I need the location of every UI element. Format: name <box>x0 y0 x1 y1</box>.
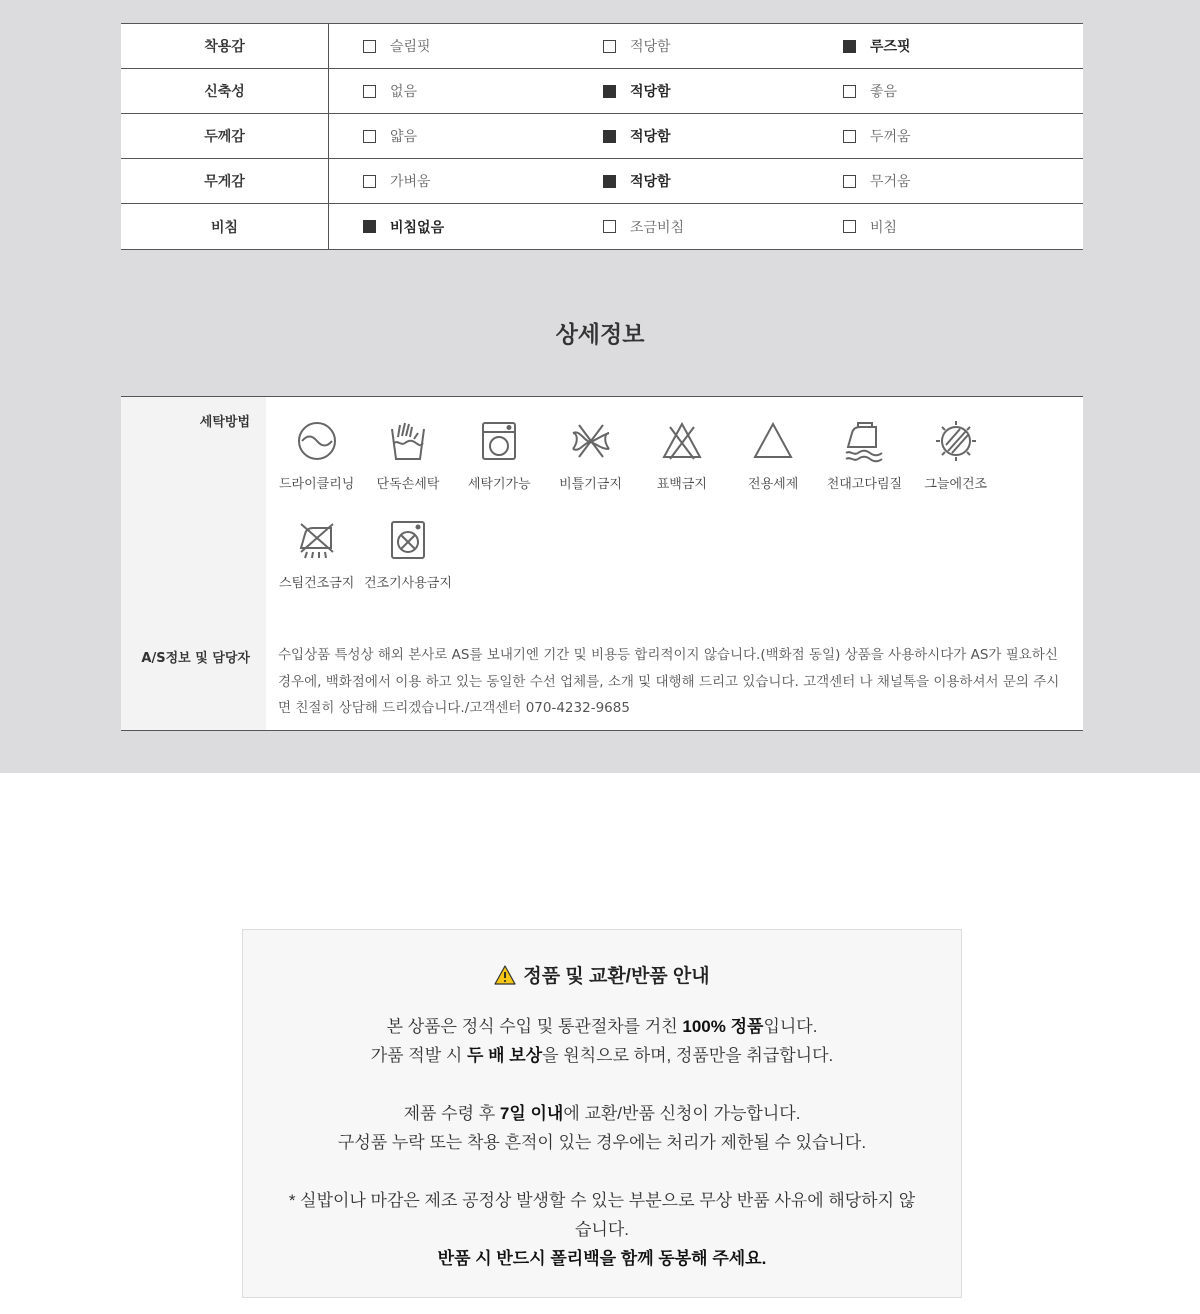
no-bleach-icon <box>660 419 704 463</box>
iron-cloth-icon <box>842 419 886 463</box>
attribute-options <box>329 24 1083 68</box>
attribute-option <box>363 217 603 237</box>
attribute-option <box>363 171 603 191</box>
wash-item-hand-wash <box>362 419 453 518</box>
checked-box-icon <box>363 220 376 233</box>
notice-line: 반품 시 반드시 폴리백을 함께 동봉해 주세요. <box>437 1249 767 1268</box>
attribute-option <box>843 171 1083 191</box>
as-info-label: A/S정보 및 담당자 <box>141 651 250 666</box>
unchecked-box-icon <box>363 175 376 188</box>
attribute-row <box>121 69 1083 114</box>
wash-label: 단독손세탁 <box>376 477 440 492</box>
option-text: 적당함 <box>630 39 671 55</box>
warning-icon <box>494 965 516 985</box>
attribute-option <box>363 81 603 101</box>
no-wring-icon <box>569 419 613 463</box>
notice-line: 본 상품은 정식 수입 및 통관절차를 거친 100% 정품입니다. <box>386 1017 818 1036</box>
attribute-option <box>843 36 1083 56</box>
fit-attribute-table <box>121 23 1083 250</box>
option-text: 적당함 <box>630 129 671 145</box>
unchecked-box-icon <box>603 40 616 53</box>
wash-item-no-steam <box>271 518 362 617</box>
wash-label: 세탁기가능 <box>467 477 531 492</box>
attribute-option <box>363 36 603 56</box>
attribute-row <box>121 24 1083 69</box>
wash-label: 드라이클리닝 <box>278 477 355 492</box>
wash-label: 표백금지 <box>656 477 707 492</box>
bleach-triangle-icon <box>751 419 795 463</box>
attribute-label: 두께감 <box>121 114 329 158</box>
option-text: 없음 <box>390 84 418 100</box>
notice-heading <box>243 961 961 988</box>
unchecked-box-icon <box>363 40 376 53</box>
attribute-row <box>121 204 1083 250</box>
attribute-row <box>121 114 1083 159</box>
unchecked-box-icon <box>603 220 616 233</box>
attribute-option <box>603 81 843 101</box>
attribute-option <box>363 126 603 146</box>
hand-wash-icon <box>386 419 430 463</box>
notice-line: * 실밥이나 마감은 제조 공정상 발생할 수 있는 부분으로 무상 반품 사유에 해당하지 않습니다. <box>288 1191 916 1239</box>
option-text: 좋음 <box>870 84 898 100</box>
wash-label: 스팀건조금지 <box>278 576 355 591</box>
attribute-option <box>843 217 1083 237</box>
option-text: 비침없음 <box>390 219 445 236</box>
notice-line: 구성품 누락 또는 착용 흔적이 있는 경우에는 처리가 제한될 수 있습니다. <box>337 1133 867 1152</box>
wash-label: 건조기사용금지 <box>363 576 452 591</box>
checked-box-icon <box>603 175 616 188</box>
option-text: 가벼움 <box>390 174 431 190</box>
unchecked-box-icon <box>843 175 856 188</box>
option-text: 무거움 <box>870 174 911 190</box>
dry-cleaning-icon <box>295 419 339 463</box>
wash-label: 천대고다림질 <box>826 477 903 492</box>
option-text: 적당함 <box>630 174 671 190</box>
attribute-options <box>329 159 1083 203</box>
wash-method-label: 세탁방법 <box>199 415 250 430</box>
attribute-options <box>329 204 1083 249</box>
notice-line: 가품 적발 시 두 배 보상을 원칙으로 하며, 정품만을 취급합니다. <box>370 1046 834 1065</box>
option-text: 슬림핏 <box>390 39 431 55</box>
no-tumble-dry-icon <box>386 518 430 562</box>
option-text: 적당함 <box>630 84 671 100</box>
attribute-option <box>603 36 843 56</box>
detail-info-box <box>121 396 1083 731</box>
option-text: 얇음 <box>390 129 418 145</box>
attribute-label: 비침 <box>121 204 329 249</box>
option-text: 조금비침 <box>630 219 685 236</box>
washing-machine-icon <box>477 419 521 463</box>
detail-title: 상세정보 <box>555 322 645 348</box>
shade-dry-icon <box>934 419 978 463</box>
wash-item-dry-cleaning <box>271 419 362 518</box>
detail-label-column <box>121 397 266 730</box>
wash-item-shade-dry <box>910 419 1001 518</box>
unchecked-box-icon <box>363 85 376 98</box>
unchecked-box-icon <box>843 130 856 143</box>
wash-label: 비틀기금지 <box>559 477 622 492</box>
unchecked-box-icon <box>363 130 376 143</box>
attribute-options <box>329 69 1083 113</box>
checked-box-icon <box>843 40 856 53</box>
attribute-option <box>843 126 1083 146</box>
wash-item-washing-machine <box>454 419 545 518</box>
option-text: 두꺼움 <box>870 129 911 145</box>
wash-icon-list <box>271 419 1091 617</box>
notice-line: 제품 수령 후 7일 이내에 교환/반품 신청이 가능합니다. <box>403 1104 801 1123</box>
wash-item-no-wring <box>545 419 636 518</box>
wash-item-no-tumble-dry <box>362 518 453 617</box>
attribute-options <box>329 114 1083 158</box>
wash-item-iron-cloth <box>819 419 910 518</box>
attribute-label: 무게감 <box>121 159 329 203</box>
attribute-option <box>603 126 843 146</box>
no-steam-icon <box>295 518 339 562</box>
notice-body <box>243 1012 961 1273</box>
attribute-label: 신축성 <box>121 69 329 113</box>
notice-title: 정품 및 교환/반품 안내 <box>523 966 710 987</box>
attribute-option <box>843 81 1083 101</box>
attribute-label: 착용감 <box>121 24 329 68</box>
wash-item-no-bleach <box>636 419 727 518</box>
attribute-option <box>603 171 843 191</box>
wash-label: 그늘에건조 <box>924 477 988 492</box>
option-text: 루즈핏 <box>870 39 911 55</box>
unchecked-box-icon <box>843 85 856 98</box>
wash-label: 전용세제 <box>748 477 799 492</box>
as-info-text: 수입상품 특성상 해외 본사로 AS를 보내기엔 기간 및 비용등 합리적이지 않습니다.(백화점 동일) 상품을 사용하시다가 AS가 필요하신 경우에, 백화점에서 이용 하고 있는 동일한 수선 업체를, 소개 및 대행해 드리고 있습니다. 고객센터 나 채널톡을 이용하셔서 문의 주시면 친절히 상담해 드리겠습니다./고객센터 070-4232-9685 <box>278 647 1060 716</box>
notice-box <box>242 929 962 1298</box>
wash-item-detergent <box>727 419 818 518</box>
checked-box-icon <box>603 130 616 143</box>
option-text: 비침 <box>870 219 898 236</box>
attribute-row <box>121 159 1083 204</box>
attribute-option <box>603 217 843 237</box>
unchecked-box-icon <box>843 220 856 233</box>
checked-box-icon <box>603 85 616 98</box>
